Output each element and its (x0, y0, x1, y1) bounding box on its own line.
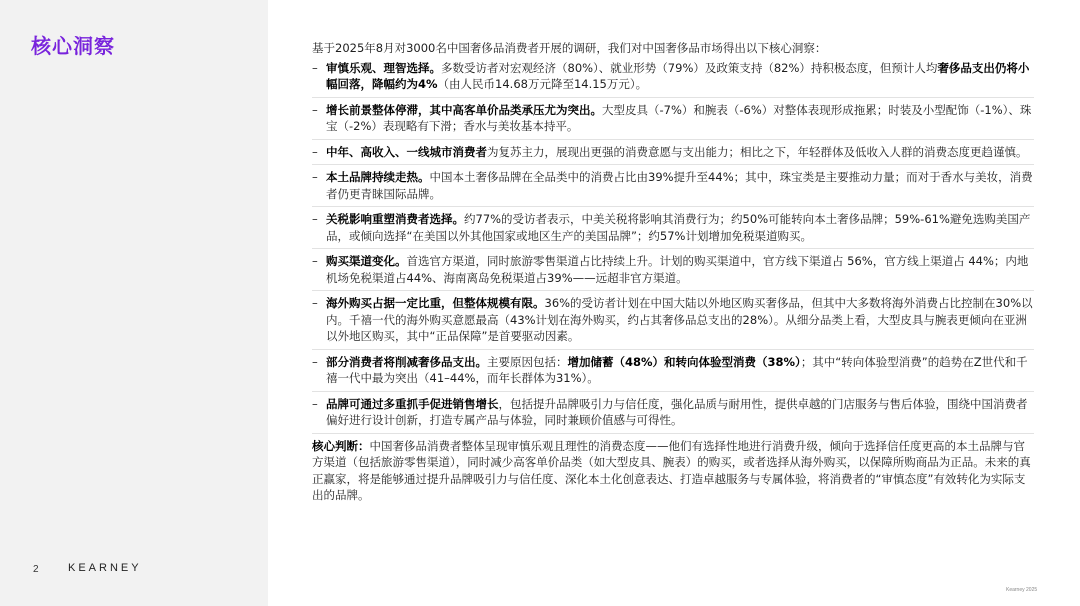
bullet-dash: – (312, 254, 318, 268)
insights-list (312, 60, 1034, 434)
insight-item (312, 102, 1034, 140)
insight-text: 为复苏主力，展现出更强的消费意愿与支出能力；相比之下，年轻群体及低收入人群的消费态度更趋谨慎。 (487, 144, 1028, 159)
insight-text: ，包括提升品牌吸引力与信任度，强化品质与耐用性，提供卓越的门店服务与售后体验，围绕中国消费者偏好进行设计创新，打造专属产品与体验，同时兼顾价值感与可得性。 (326, 396, 1028, 427)
copyright-notice: Kearney 2025 (1006, 587, 1038, 593)
insight-text: 多数受访者对宏观经济（80%）、就业形势（79%）及政策支持（82%）持积极态度，但预计人均 (441, 60, 938, 75)
insight-text: 主要原因包括： (487, 354, 568, 369)
bullet-dash: – (312, 170, 318, 184)
brand-logo: KEARNEY (68, 562, 142, 574)
bullet-dash: – (312, 354, 318, 369)
bullet-dash: – (312, 102, 318, 117)
insight-item (312, 396, 1034, 434)
bullet-dash: – (312, 212, 318, 226)
insight-bold-lead: 购买渠道变化。 (326, 254, 407, 268)
insight-item (312, 295, 1034, 350)
insight-text: 大型皮具（-7%）和腕表（-6%）对整体表现形成拖累；时装及小型配饰（-1%）、珠宝（-2%）表现略有下滑；香水与美妆基本持平。 (326, 102, 1032, 133)
insight-bold-emphasis: 增加储蓄（48%）和转向体验型消费（38%） (567, 354, 801, 369)
insight-bold-lead: 审慎乐观、理智选择。 (326, 60, 441, 75)
insight-item (312, 144, 1034, 166)
insight-bold-lead: 关税影响重塑消费者选择。 (326, 212, 464, 226)
insight-text: 中国本土奢侈品牌在全品类中的消费占比由39%提升至44%；其中，珠宝类是主要推动力量；而对于香水与美妆，消费者仍更青睐国际品牌。 (326, 170, 1033, 201)
insight-bold-lead: 品牌可通过多重抓手促进销售增长 (326, 396, 499, 411)
insight-bold-lead: 部分消费者将削减奢侈品支出。 (326, 354, 487, 369)
insights-body (312, 40, 1034, 515)
insight-bold-emphasis: 奢侈品支出仍将小幅回落，降幅约为4% (326, 60, 1030, 91)
insight-text: 约77%的受访者表示，中美关税将影响其消费行为；约50%可能转向本土奢侈品牌；59%-61%避免选购美国产品，或倾向选择“在美国以外其他国家或地区生产的美国品牌”；约57%计划增加免税渠道购买。 (326, 212, 1031, 243)
bullet-dash: – (312, 144, 318, 159)
intro-paragraph: 基于2025年8月对3000名中国奢侈品消费者开展的调研，我们对中国奢侈品市场得出以下核心洞察： (312, 41, 827, 55)
insight-item (312, 253, 1034, 291)
conclusion-text: 中国奢侈品消费者整体呈现审慎乐观且理性的消费态度——他们有选择性地进行消费升级，倾向于选择信任度更高的本土品牌与官方渠道（包括旅游零售渠道），同时减少高客单价品类（如大型皮具、腕表）的购买，或者选择从海外购买，以保障所购商品为正品。未来的真正赢家，将是能够通过提升品牌吸引力与信任度、深化本土化创意表达、打造卓越服务与专属体验，将消费者的“审慎态度”有效转化为实际支出的品牌。 (312, 438, 1031, 502)
insight-bold-lead: 中年、高收入、一线城市消费者 (326, 144, 487, 159)
conclusion-paragraph (312, 438, 1034, 504)
conclusion-label: 核心判断： (312, 438, 370, 453)
insight-text: 首选官方渠道，同时旅游零售渠道占比持续上升。计划的购买渠道中，官方线下渠道占 56%，官方线上渠道占 44%；内地机场免税渠道占44%、海南离岛免税渠道占39%——远超非官方渠道。 (326, 254, 1029, 285)
insight-text-tail: （由人民币14.68万元降至14.15万元）。 (437, 77, 648, 91)
insight-bold-lead: 增长前景整体停滞，其中高客单价品类承压尤为突出。 (326, 102, 602, 117)
page-title: 核心洞察 (31, 34, 115, 58)
insight-text: 36%的受访者计划在中国大陆以外地区购买奢侈品，但其中大多数将海外消费占比控制在30%以内。千禧一代的海外购买意愿最高（43%计划在海外购买，约占其奢侈品总支出的28%）。从细分品类上看，大型皮具与腕表更倾向在亚洲以外地区购买，其中“正品保障”是首要驱动因素。 (326, 296, 1033, 343)
insight-bold-lead: 海外购买占据一定比重，但整体规模有限。 (326, 296, 545, 310)
insight-text-tail: ；其中“转向体验型消费”的趋势在Z世代和千禧一代中最为突出（41–44%，而年长群体为31%）。 (326, 354, 1028, 385)
bullet-dash: – (312, 396, 318, 411)
insight-item (312, 169, 1034, 207)
page-number: 2 (33, 564, 39, 575)
bullet-dash: – (312, 60, 318, 75)
left-panel (0, 0, 268, 606)
bullet-dash: – (312, 296, 318, 310)
insight-item (312, 211, 1034, 249)
insight-item (312, 354, 1034, 392)
insight-item (312, 60, 1034, 98)
insight-bold-lead: 本土品牌持续走热。 (326, 170, 430, 184)
